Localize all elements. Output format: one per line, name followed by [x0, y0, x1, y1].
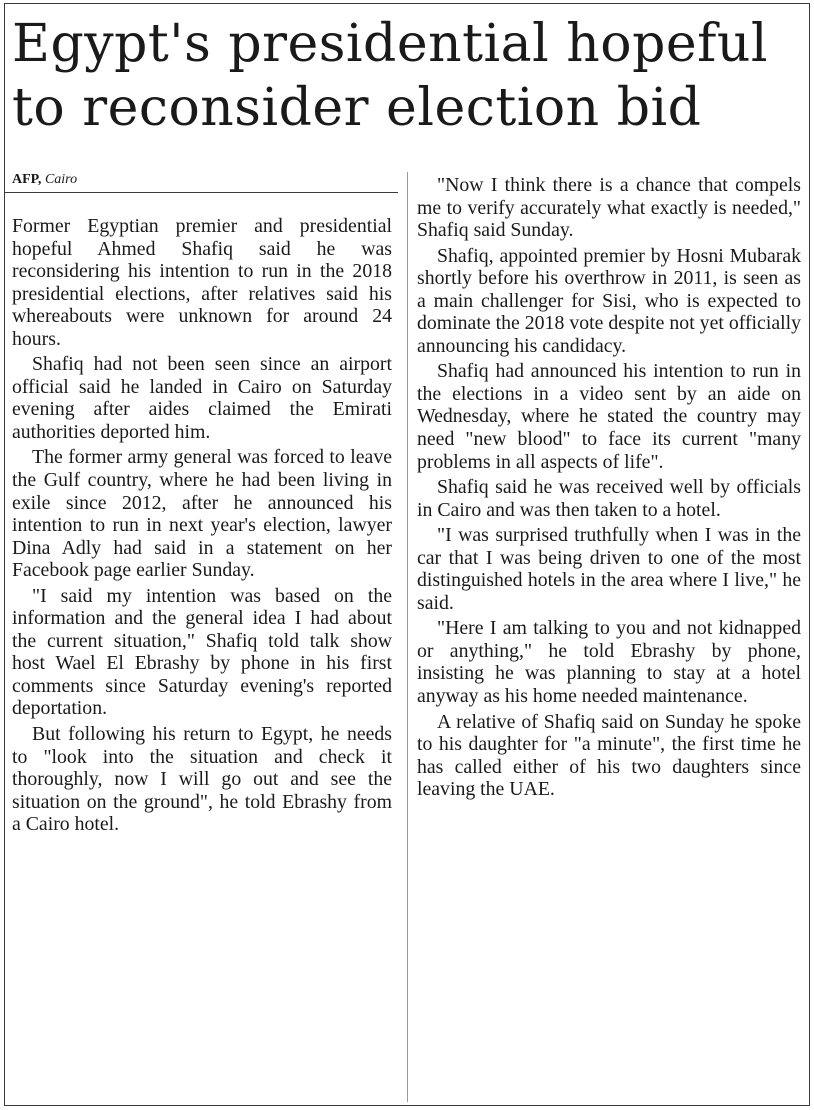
byline-place: Cairo: [44, 172, 78, 187]
paragraph: The former army general was forced to leave the Gulf country, where he had been living in exile since 2012, after he announced his intention to run in next year's election, lawyer Dina Adly had said in a statement on her Facebook page earlier Sunday.: [12, 446, 392, 582]
headline: [12, 12, 804, 140]
byline-agency: AFP,: [12, 172, 42, 187]
paragraph: "I was surprised truthfully when I was in the car that I was being driven to one of the most distinguished hotels in the area where I live," he said.: [417, 524, 801, 614]
paragraph: "Here I am talking to you and not kidnapped or anything," he told Ebrashy by phone, insisting he was planning to stay at a hotel anyway as his home needed maintenance.: [417, 617, 801, 708]
paragraph: A relative of Shafiq said on Sunday he spoke to his daughter for "a minute", the first time he has called either of his two daughters since leaving the UAE.: [417, 710, 801, 801]
paragraph: Shafiq had not been seen since an airport official said he landed in Cairo on Saturday evening after aides claimed the Emirati authorities deported him.: [12, 353, 392, 443]
column-divider: [407, 172, 408, 1102]
headline-line-2: to reconsider election bid: [12, 78, 702, 138]
paragraph: But following his return to Egypt, he needs to "look into the situation and check it thoroughly, now I will go out and see the situation on the ground", he told Ebrashy from a Cairo hotel.: [12, 723, 392, 836]
paragraph: Shafiq said he was received well by officials in Cairo and was then taken to a hotel.: [417, 476, 801, 521]
headline-line-1: Egypt's presidential hopeful: [12, 14, 769, 74]
paragraph: "I said my intention was based on the information and the general idea I had about the current situation," Shafiq told talk show host Wael El Ebrashy by phone in his first comments since Saturday evening's reported deportation.: [12, 584, 392, 720]
paragraph: Shafiq, appointed premier by Hosni Mubarak shortly before his overthrow in 2011, is seen as a main challenger for Sisi, who is expected to dominate the 2018 vote despite not yet officially announcing his candidacy.: [417, 244, 801, 357]
paragraph: Former Egyptian premier and presidential hopeful Ahmed Shafiq said he was reconsidering his intention to run in the 2018 presidential elections, after relatives said his whereabouts were unknown for around 24 hours.: [12, 215, 392, 350]
right-column: [417, 174, 801, 804]
left-column: [12, 170, 392, 839]
paragraph: Shafiq had announced his intention to run in the elections in a video sent by an aide on Wednesday, where he stated the country may need "new blood" to face its current "many problems in all aspects of life".: [417, 360, 801, 473]
byline: [4, 170, 398, 193]
paragraph: "Now I think there is a chance that compels me to verify accurately what exactly is needed," Shafiq said Sunday.: [417, 174, 801, 242]
